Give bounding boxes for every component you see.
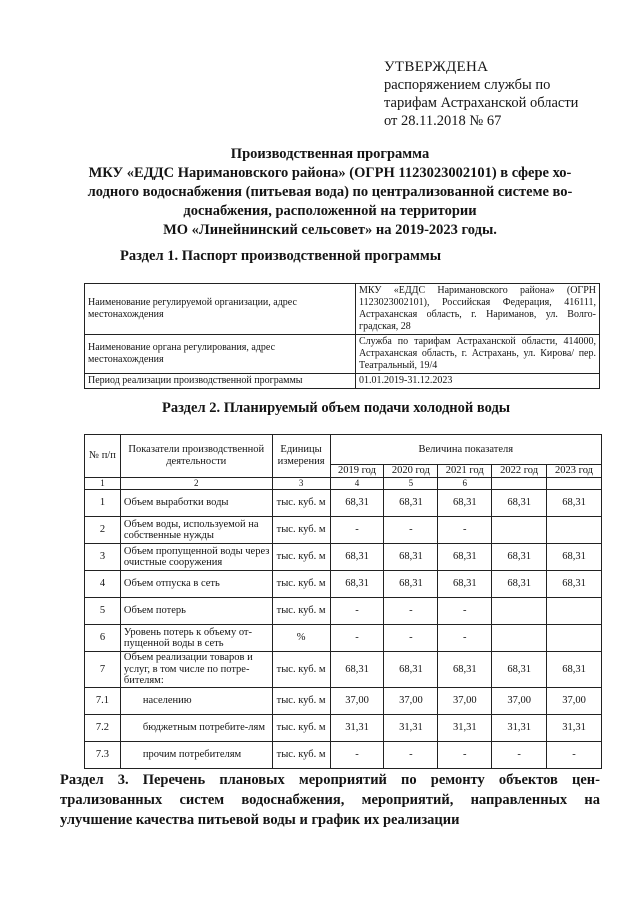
- row-number: 7.1: [85, 687, 121, 714]
- unit-cell: тыс. куб. м: [272, 544, 330, 571]
- value-cell: 68,31: [384, 544, 438, 571]
- value-cell: -: [438, 598, 492, 625]
- value-cell: 68,31: [438, 490, 492, 517]
- row-number: 4: [85, 571, 121, 598]
- passport-label: Наименование регулируемой организации, адрес местонахождения: [85, 284, 356, 335]
- indicator-name: Объем потерь: [120, 598, 272, 625]
- header-value: Величина показателя: [330, 435, 601, 465]
- value-cell: 37,00: [330, 687, 384, 714]
- unit-cell: %: [272, 625, 330, 652]
- value-cell: 68,31: [547, 571, 602, 598]
- value-cell: -: [384, 741, 438, 768]
- volume-table: [84, 434, 602, 769]
- header-indicator: Показатели производственной деятельности: [120, 435, 272, 478]
- indicator-name: Объем выработки воды: [120, 490, 272, 517]
- table-row: [85, 687, 602, 714]
- passport-label: Наименование органа регулирования, адрес местонахождения: [85, 335, 356, 374]
- passport-row: [85, 374, 600, 389]
- passport-label: Период реализации производственной программы: [85, 374, 356, 389]
- value-cell: [547, 598, 602, 625]
- header-num: № п/п: [85, 435, 121, 478]
- section-3-heading: Раздел 3. Перечень плановых мероприятий по ремонту объектов цен-трализованных систем водоснабжения, мероприятий, направленных на улучшение качества питьевой воды и график их реализации: [60, 772, 600, 828]
- passport-value: Служба по тарифам Астраханской области, 414000, Астраханская область, г. Астрахань, ул. Кирова/ пер. Театральный, 19/4: [356, 335, 600, 374]
- column-number-empty: [547, 477, 602, 490]
- row-number: 5: [85, 598, 121, 625]
- table-row: [85, 652, 602, 688]
- row-number: 7.3: [85, 741, 121, 768]
- row-number: 7: [85, 652, 121, 688]
- value-cell: 68,31: [330, 490, 384, 517]
- value-cell: 68,31: [330, 652, 384, 688]
- value-cell: 68,31: [492, 652, 547, 688]
- value-cell: 68,31: [438, 652, 492, 688]
- table-row: [85, 571, 602, 598]
- value-cell: 68,31: [492, 571, 547, 598]
- column-number: 1: [85, 477, 121, 490]
- title-line-3: лодного водоснабжения (питьевая вода) по централизованной системе во-: [87, 184, 573, 200]
- value-cell: [547, 517, 602, 544]
- value-cell: [492, 598, 547, 625]
- indicator-name: Объем пропущенной воды через очистные сооружения: [120, 544, 272, 571]
- title-line-1: Производственная программа: [230, 146, 430, 162]
- value-cell: 68,31: [330, 571, 384, 598]
- passport-value: МКУ «ЕДДС Наримановского района» (ОГРН 1123023002101), Российская Федерация, 416111, Астраханская область, г. Нариманов, ул. Волго-градская, 28: [356, 284, 600, 335]
- value-cell: -: [330, 517, 384, 544]
- value-cell: -: [547, 741, 602, 768]
- header-year: 2019 год: [330, 465, 384, 478]
- value-cell: 68,31: [438, 544, 492, 571]
- title-line-2: МКУ «ЕДДС Наримановского района» (ОГРН 1123023002101) в сфере хо-: [88, 165, 572, 181]
- value-cell: 37,00: [384, 687, 438, 714]
- indicator-name: населению: [120, 687, 272, 714]
- value-cell: -: [438, 741, 492, 768]
- value-cell: -: [330, 625, 384, 652]
- value-cell: 37,00: [438, 687, 492, 714]
- value-cell: [547, 625, 602, 652]
- title-line-5: МО «Линейнинский сельсовет» на 2019-2023 годы.: [163, 222, 497, 238]
- table-row: [85, 490, 602, 517]
- passport-value: 01.01.2019-31.12.2023: [356, 374, 600, 389]
- value-cell: -: [438, 517, 492, 544]
- value-cell: -: [330, 598, 384, 625]
- table-row: [85, 598, 602, 625]
- header-year: 2020 год: [384, 465, 438, 478]
- table-row: [85, 625, 602, 652]
- unit-cell: тыс. куб. м: [272, 714, 330, 741]
- unit-cell: тыс. куб. м: [272, 571, 330, 598]
- row-number: 2: [85, 517, 121, 544]
- indicator-name: прочим потребителям: [120, 741, 272, 768]
- table-row: [85, 517, 602, 544]
- unit-cell: тыс. куб. м: [272, 687, 330, 714]
- approval-line-2: тарифам Астраханской области: [384, 95, 579, 111]
- column-number-row: [85, 477, 602, 490]
- approval-line-3: от 28.11.2018 № 67: [384, 113, 502, 129]
- value-cell: [492, 517, 547, 544]
- header-row: [85, 435, 602, 465]
- column-number: 2: [120, 477, 272, 490]
- value-cell: 31,31: [547, 714, 602, 741]
- value-cell: -: [330, 741, 384, 768]
- passport-table: [84, 283, 600, 389]
- table-row: [85, 544, 602, 571]
- document-title: [60, 145, 600, 240]
- value-cell: 31,31: [330, 714, 384, 741]
- value-cell: 68,31: [384, 652, 438, 688]
- column-number: 5: [384, 477, 438, 490]
- value-cell: -: [438, 625, 492, 652]
- column-number: 3: [272, 477, 330, 490]
- indicator-name: бюджетным потребите-лям: [120, 714, 272, 741]
- indicator-name: Уровень потерь к объему от-пущенной воды в сеть: [120, 625, 272, 652]
- value-cell: 68,31: [384, 571, 438, 598]
- column-number-empty: [492, 477, 547, 490]
- value-cell: 37,00: [492, 687, 547, 714]
- value-cell: 31,31: [384, 714, 438, 741]
- value-cell: -: [384, 517, 438, 544]
- value-cell: -: [384, 625, 438, 652]
- table-row: [85, 714, 602, 741]
- approval-line-1: распоряжением службы по: [384, 77, 551, 93]
- value-cell: 68,31: [547, 544, 602, 571]
- unit-cell: тыс. куб. м: [272, 490, 330, 517]
- value-cell: 68,31: [384, 490, 438, 517]
- table-row: [85, 741, 602, 768]
- indicator-name: Объем реализации товаров и услуг, в том числе по потре-бителям:: [120, 652, 272, 688]
- approval-block: [384, 58, 614, 130]
- title-line-4: доснабжения, расположенной на территории: [183, 203, 477, 219]
- value-cell: 68,31: [492, 490, 547, 517]
- value-cell: 68,31: [492, 544, 547, 571]
- section-1-heading: Раздел 1. Паспорт производственной программы: [120, 248, 442, 264]
- value-cell: 68,31: [547, 490, 602, 517]
- indicator-name: Объем отпуска в сеть: [120, 571, 272, 598]
- row-number: 6: [85, 625, 121, 652]
- approval-heading: УТВЕРЖДЕНА: [384, 59, 489, 75]
- value-cell: 31,31: [438, 714, 492, 741]
- column-number: 4: [330, 477, 384, 490]
- column-number: 6: [438, 477, 492, 490]
- passport-row: [85, 335, 600, 374]
- value-cell: 31,31: [492, 714, 547, 741]
- row-number: 3: [85, 544, 121, 571]
- header-year: 2022 год: [492, 465, 547, 478]
- value-cell: -: [492, 741, 547, 768]
- indicator-name: Объем воды, используемой на собственные нужды: [120, 517, 272, 544]
- value-cell: [492, 625, 547, 652]
- value-cell: 68,31: [438, 571, 492, 598]
- header-year: 2021 год: [438, 465, 492, 478]
- unit-cell: тыс. куб. м: [272, 741, 330, 768]
- passport-row: [85, 284, 600, 335]
- unit-cell: тыс. куб. м: [272, 652, 330, 688]
- row-number: 7.2: [85, 714, 121, 741]
- value-cell: 37,00: [547, 687, 602, 714]
- unit-cell: тыс. куб. м: [272, 598, 330, 625]
- value-cell: 68,31: [547, 652, 602, 688]
- unit-cell: тыс. куб. м: [272, 517, 330, 544]
- header-units: Единицы измерения: [272, 435, 330, 478]
- value-cell: -: [384, 598, 438, 625]
- header-year: 2023 год: [547, 465, 602, 478]
- section-2-heading: Раздел 2. Планируемый объем подачи холодной воды: [162, 400, 511, 416]
- value-cell: 68,31: [330, 544, 384, 571]
- row-number: 1: [85, 490, 121, 517]
